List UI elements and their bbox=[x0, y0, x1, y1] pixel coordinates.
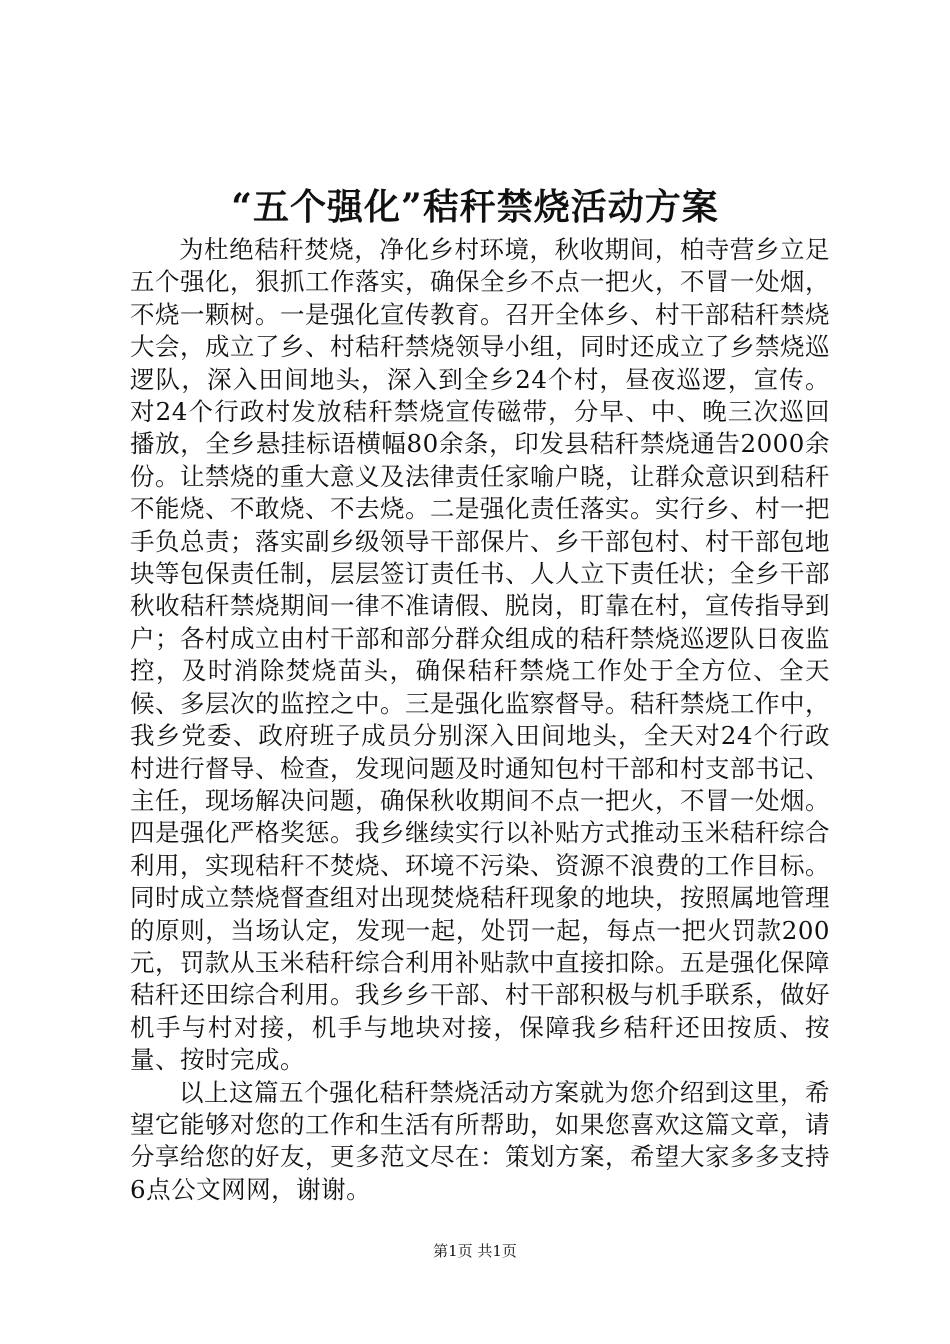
document-body bbox=[130, 234, 830, 1206]
body-paragraph-main: 为杜绝秸秆焚烧，净化乡村环境，秋收期间，柏寺营乡立足五个强化，狠抓工作落实，确保全乡不点一把火，不冒一处烟，不烧一颗树。一是强化宣传教育。召开全体乡、村干部秸秆禁烧大会，成立了乡、村秸秆禁烧领导小组，同时还成立了乡禁烧巡逻队，深入田间地头，深入到全乡24个村，昼夜巡逻，宣传。对24个行政村发放秸秆禁烧宣传磁带，分早、中、晚三次巡回播放，全乡悬挂标语横幅80余条，印发县秸秆禁烧通告2000余份。让禁烧的重大意义及法律责任家喻户晓，让群众意识到秸秆不能烧、不敢烧、不去烧。二是强化责任落实。实行乡、村一把手负总责；落实副乡级领导干部保片、乡干部包村、村干部包地块等包保责任制，层层签订责任书、人人立下责任状；全乡干部秋收秸秆禁烧期间一律不准请假、脱岗，盯靠在村，宣传指导到户；各村成立由村干部和部分群众组成的秸秆禁烧巡逻队日夜监控，及时消除焚烧苗头，确保秸秆禁烧工作处于全方位、全天候、多层次的监控之中。三是强化监察督导。秸秆禁烧工作中，我乡党委、政府班子成员分别深入田间地头，全天对24个行政村进行督导、检查，发现问题及时通知包村干部和村支部书记、主任，现场解决问题，确保秋收期间不点一把火，不冒一处烟。四是强化严格奖惩。我乡继续实行以补贴方式推动玉米秸秆综合利用，实现秸秆不焚烧、环境不污染、资源不浪费的工作目标。同时成立禁烧督查组对出现焚烧秸秆现象的地块，按照属地管理的原则，当场认定，发现一起，处罚一起，每点一把火罚款200元，罚款从玉米秸秆综合利用补贴款中直接扣除。五是强化保障秸秆还田综合利用。我乡乡干部、村干部积极与机手联系，做好机手与村对接，机手与地块对接，保障我乡秸秆还田按质、按量、按时完成。 bbox=[130, 235, 830, 1075]
document-title: “五个强化”秸秆禁烧活动方案 bbox=[231, 186, 719, 228]
body-paragraph-closing: 以上这篇五个强化秸秆禁烧活动方案就为您介绍到这里，希望它能够对您的工作和生活有所帮助，如果您喜欢这篇文章，请分享给您的好友，更多范文尽在：策划方案，希望大家多多支持6点公文网网，谢谢。 bbox=[130, 1077, 830, 1204]
page-footer: 第1页 共1页 bbox=[433, 1242, 517, 1260]
